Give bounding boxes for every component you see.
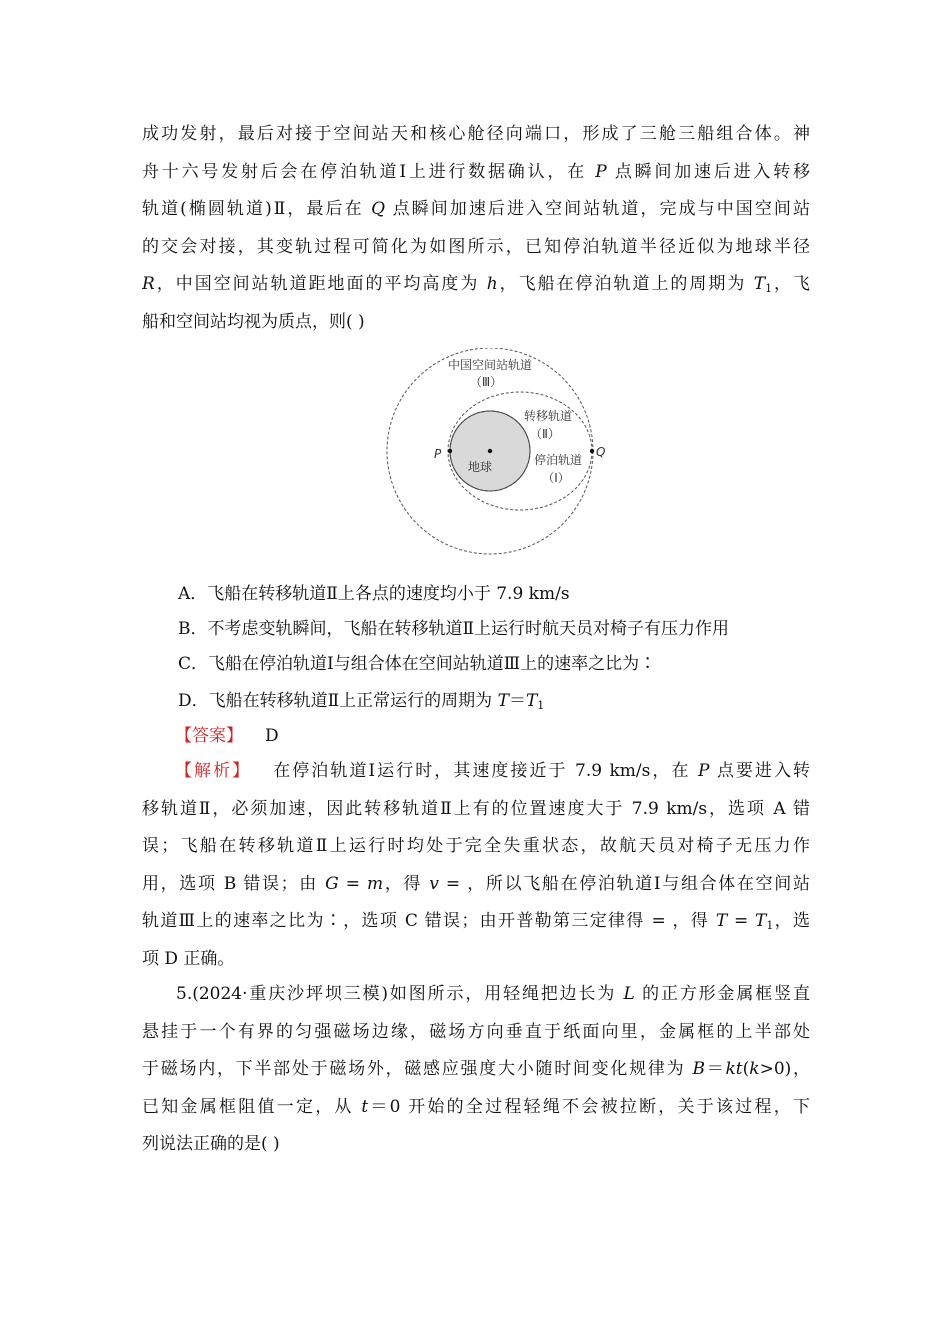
analysis-line-4: 用，选项 B 错误；由 G = m，得 v = ，所以飞船在停泊轨道Ⅰ与组合体在空间站 (142, 873, 810, 894)
orbit-1-label: 停泊轨道 (533, 453, 583, 467)
stem-line-2: 舟十六号发射后会在停泊轨道Ⅰ上进行数据确认，在 P 点瞬间加速后进入转移 (142, 161, 810, 182)
stem-line-3: 轨道(椭圆轨道)Ⅱ，最后在 Q 点瞬间加速后进入空间站轨道，完成与中国空间站 (142, 199, 810, 219)
problem-5-stem (142, 976, 810, 1164)
analysis-block (142, 753, 810, 978)
p5-line-5: 列说法正确的是( ) (142, 1134, 280, 1154)
analysis-line-6: 项 D 正确。 (142, 948, 235, 969)
point-p-dot (448, 449, 452, 453)
p5-line-1: 5.(2024·重庆沙坪坝三模)如图所示，用轻绳把边长为 L 的正方形金属框竖直 (176, 984, 810, 1004)
p5-line-3: 于磁场内，下半部处于磁场外，磁感应强度大小随时间变化规律为 B＝kt(k>0)， (142, 1059, 810, 1079)
answer-line (175, 718, 279, 756)
option-a: A．飞船在转移轨道Ⅱ上各点的速度均小于 7.9 km/s (178, 584, 570, 604)
option-d: D．飞船在转移轨道Ⅱ上正常运行的周期为 $T=T_1$ (178, 691, 545, 712)
earth-center-dot (488, 449, 492, 453)
answer-label: 【答案】 (175, 726, 243, 746)
orbit-3-number: （Ⅲ） (469, 375, 503, 389)
problem-4-stem (142, 116, 810, 341)
analysis-line-2: 移轨道Ⅱ，必须加速，因此转移轨道Ⅱ上有的位置速度大于 7.9 km/s，选项 A 错 (142, 798, 810, 819)
answer-value: D (265, 726, 279, 746)
stem-line-4: 的交会对接，其变轨过程可简化为如图所示，已知停泊轨道半径近似为地球半径 (142, 236, 810, 257)
analysis-line-3: 误；飞船在转移轨道Ⅱ上运行时均处于完全失重状态，故航天员对椅子无压力作 (142, 836, 810, 856)
orbit-1-number: （Ⅰ） (542, 471, 570, 485)
earth-label: 地球 (467, 460, 493, 474)
orbit-2-label: 转移轨道 (523, 409, 573, 423)
orbit-3-label: 中国空间站轨道 (447, 358, 533, 372)
orbit-diagram (380, 348, 620, 558)
point-p-label: P (434, 447, 442, 461)
p5-line-4: 已知金属框阻值一定，从 t＝0 开始的全过程轻绳不会被拉断，关于该过程，下 (142, 1096, 810, 1117)
stem-line-6: 船和空间站均视为质点，则( ) (142, 311, 365, 332)
p5-line-2: 悬挂于一个有界的匀强磁场边缘，磁场方向垂直于纸面向里，金属框的上半部处 (142, 1021, 810, 1042)
analysis-line-1: 【解析】 在停泊轨道Ⅰ运行时，其速度接近于 7.9 km/s，在 P 点要进入转 (175, 761, 810, 781)
stem-line-1: 成功发射，最后对接于空间站天和核心舱径向端口，形成了三舱三船组合体。神 (142, 124, 810, 144)
option-b: B．不考虑变轨瞬间，飞船在转移轨道Ⅱ上运行时航天员对椅子有压力作用 (178, 619, 730, 639)
orbit-2-number: （Ⅱ） (530, 427, 560, 441)
point-q-dot (590, 449, 594, 453)
option-c: C．飞船在停泊轨道Ⅰ与组合体在空间站轨道Ⅲ上的速率之比为∶ (178, 654, 657, 674)
analysis-label: 【解析】 (175, 761, 252, 781)
point-q-label: Q (596, 445, 606, 459)
stem-line-5: R，中国空间站轨道距地面的平均高度为 h，飞船在停泊轨道上的周期为 $T_1$，飞 (142, 274, 810, 295)
analysis-line-5: 轨道Ⅲ上的速率之比为∶，选项 C 错误；由开普勒第三定律得 = ，得 $T = T_1$，选 (142, 911, 810, 932)
